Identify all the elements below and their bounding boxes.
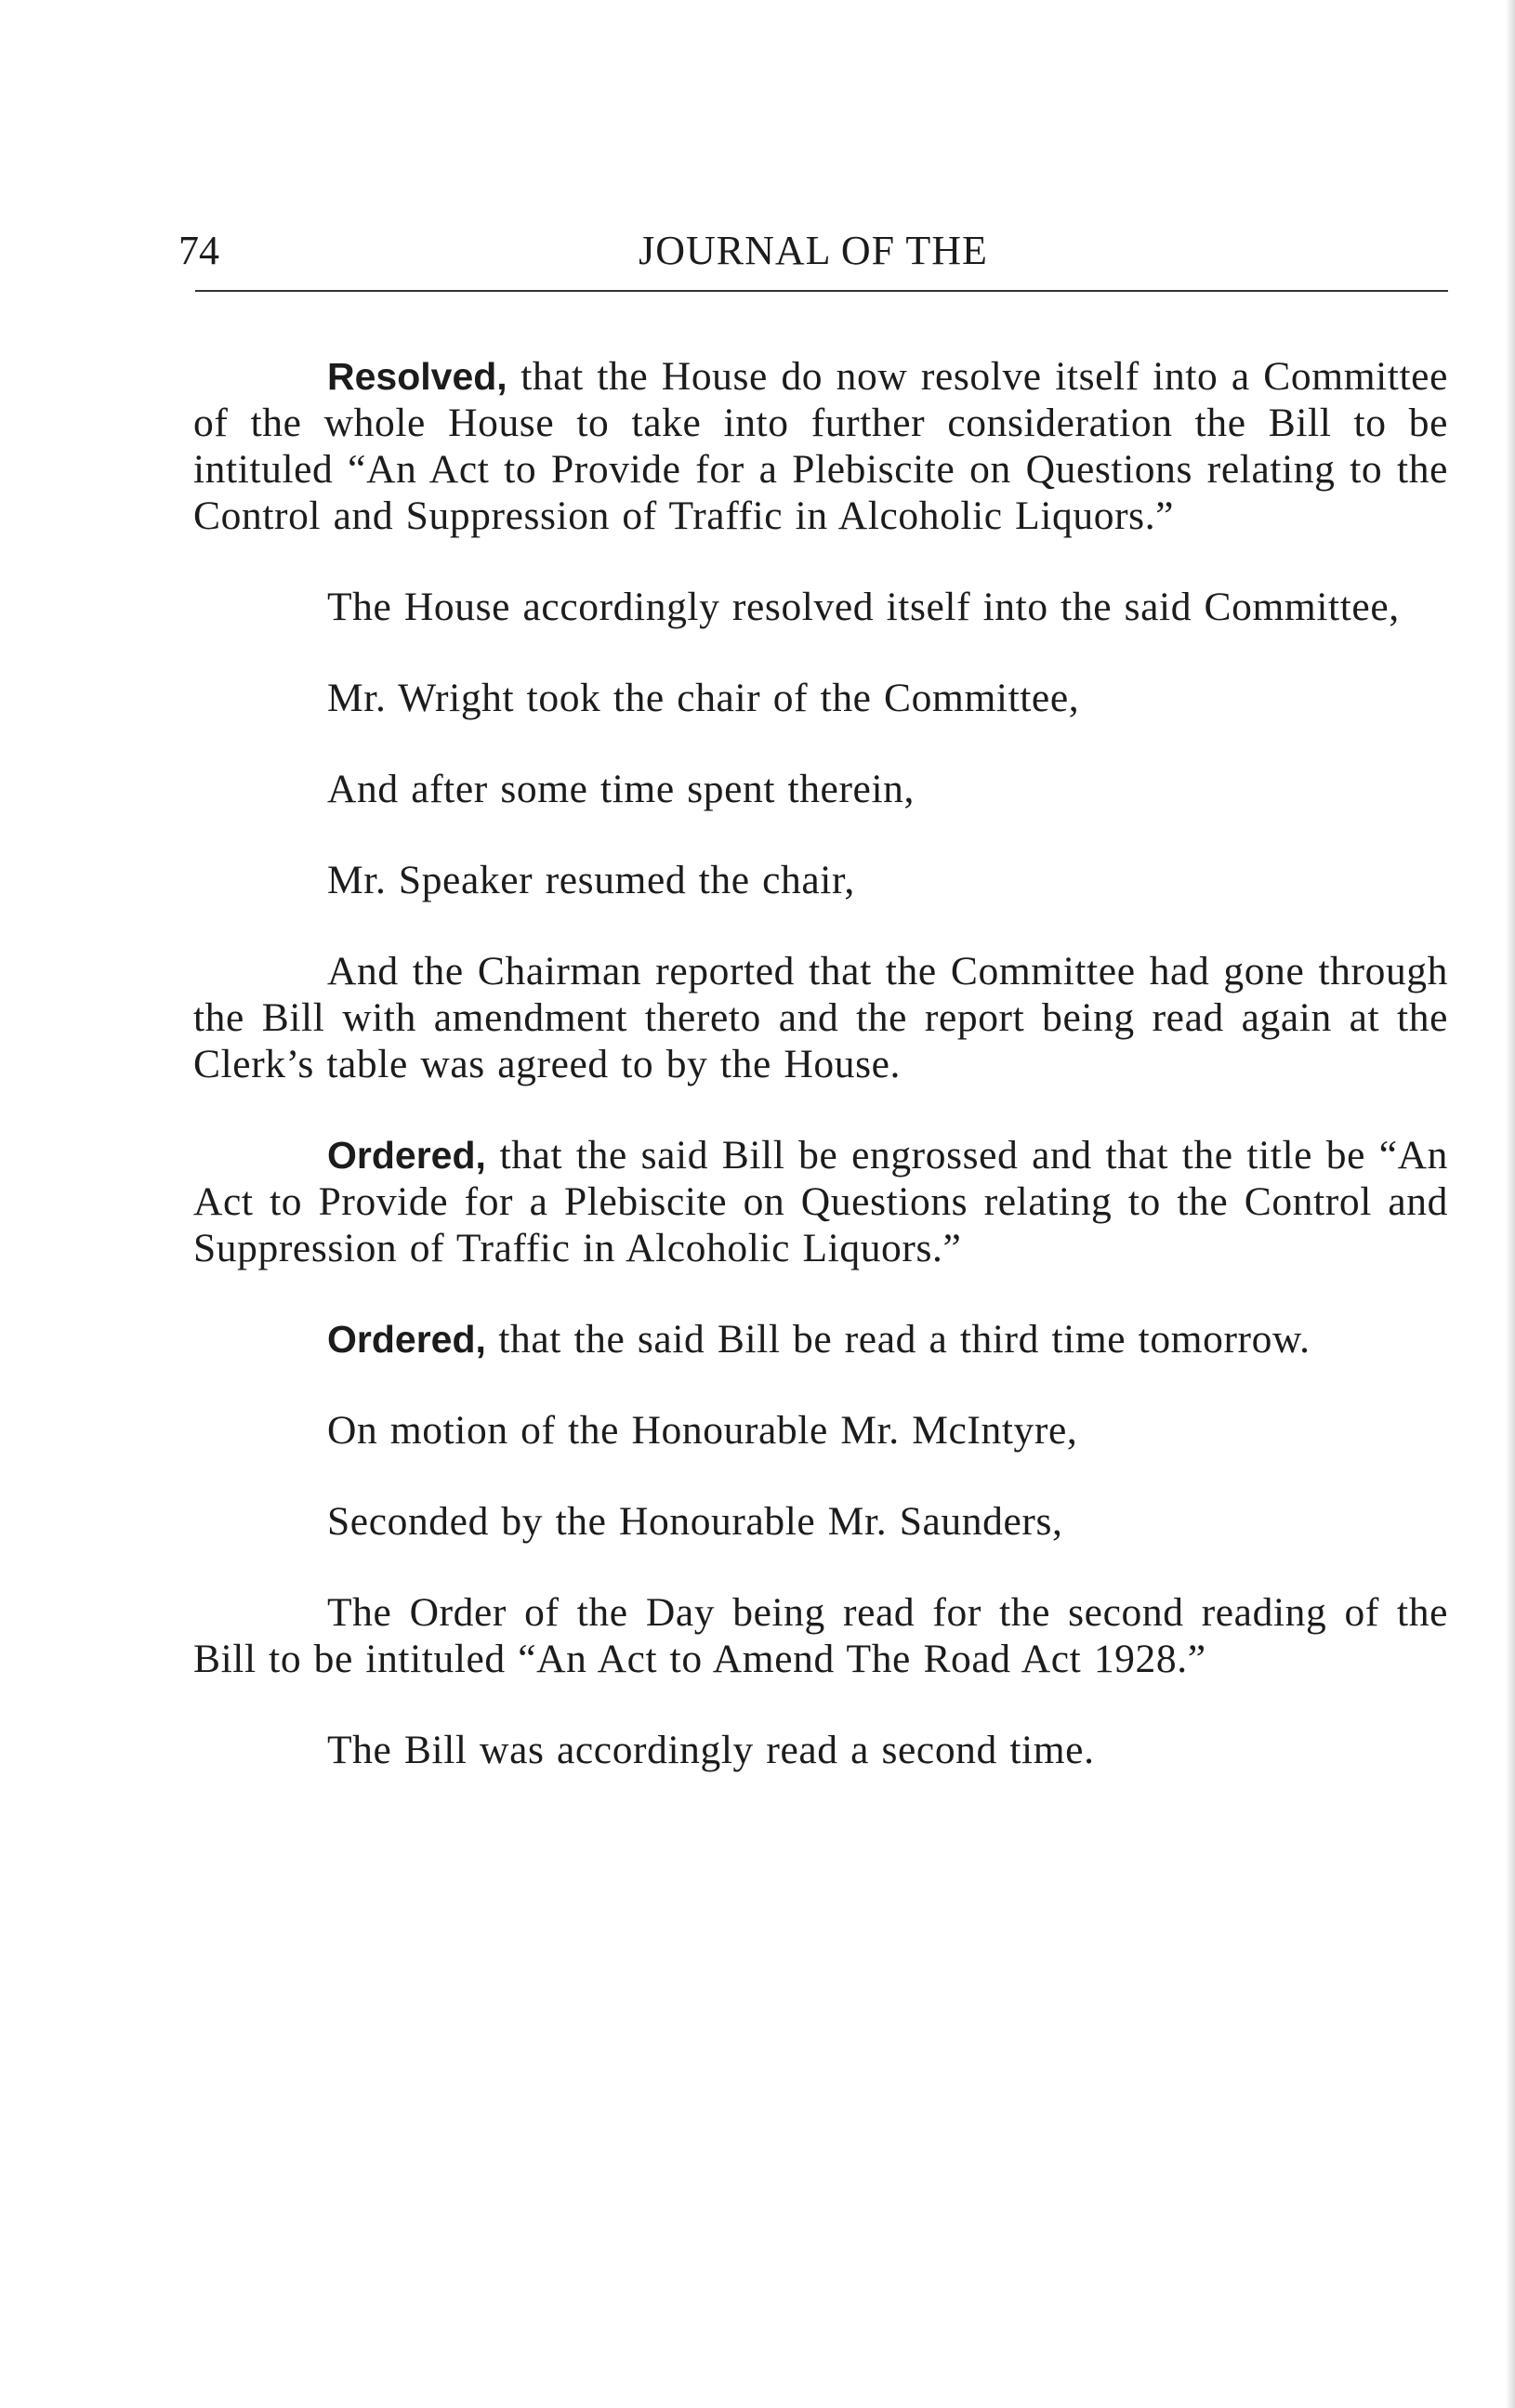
paragraph-committee — [193, 584, 1448, 630]
paragraph-text: And after some time spent therein, — [327, 767, 915, 811]
page-number: 74 — [178, 228, 219, 273]
journal-body — [193, 353, 1448, 1773]
paragraph-chair — [193, 675, 1448, 721]
paragraph-text: The House accordingly resolved itself into the said Committee, — [327, 585, 1400, 629]
paragraph-text: And the Chairman reported that the Committee had gone through the Bill with amendment thereto and the report being read again at the Clerk’s table was agreed to by the House. — [193, 949, 1448, 1086]
paragraph-text: Mr. Wright took the chair of the Committee, — [327, 676, 1080, 720]
paragraph-report — [193, 948, 1448, 1087]
paragraph-lead: Ordered, — [327, 1134, 486, 1177]
header-rule — [195, 290, 1448, 292]
page-edge-shadow — [1506, 0, 1515, 2408]
running-title: JOURNAL OF THE — [639, 228, 988, 273]
paragraph-ordered-engrossed — [193, 1132, 1448, 1271]
paragraph-text: Mr. Speaker resumed the chair, — [327, 858, 855, 902]
paragraph-text: Seconded by the Honourable Mr. Saunders, — [327, 1499, 1063, 1544]
paragraph-resolved — [193, 353, 1448, 539]
paragraph-speaker — [193, 857, 1448, 903]
paragraph-second-time — [193, 1727, 1448, 1773]
paragraph-ordered-third-reading — [193, 1316, 1448, 1362]
page-header — [178, 223, 1448, 279]
paragraph-text: The Order of the Day being read for the second reading of the Bill to be intituled “An Act to Amend The Road Act 1928.” — [193, 1590, 1448, 1681]
paragraph-order-of-day — [193, 1589, 1448, 1682]
paragraph-lead: Resolved, — [327, 355, 507, 398]
paragraph-text: that the said Bill be read a third time tomorrow. — [485, 1317, 1311, 1362]
paragraph-text: The Bill was accordingly read a second time. — [327, 1728, 1095, 1772]
paragraph-text: On motion of the Honourable Mr. McIntyre, — [327, 1408, 1078, 1453]
paragraph-lead: Ordered, — [327, 1318, 486, 1361]
paragraph-motion — [193, 1407, 1448, 1454]
paragraph-text: that the said Bill be engrossed and that the title be “An Act to Provide for a Plebiscite on Questions relating to the Control and Suppression of Traffic in Alcoholic Liquors.” — [193, 1133, 1448, 1270]
paragraph-time-spent — [193, 766, 1448, 812]
paragraph-text: that the House do now resolve itself into a Committee of the whole House to take into further consideration the Bill to be intituled “An Act to Provide for a Plebiscite on Questions relating to the Control and Suppression of Traffic in Alcoholic Liquors.” — [193, 354, 1448, 538]
paragraph-seconded — [193, 1498, 1448, 1545]
